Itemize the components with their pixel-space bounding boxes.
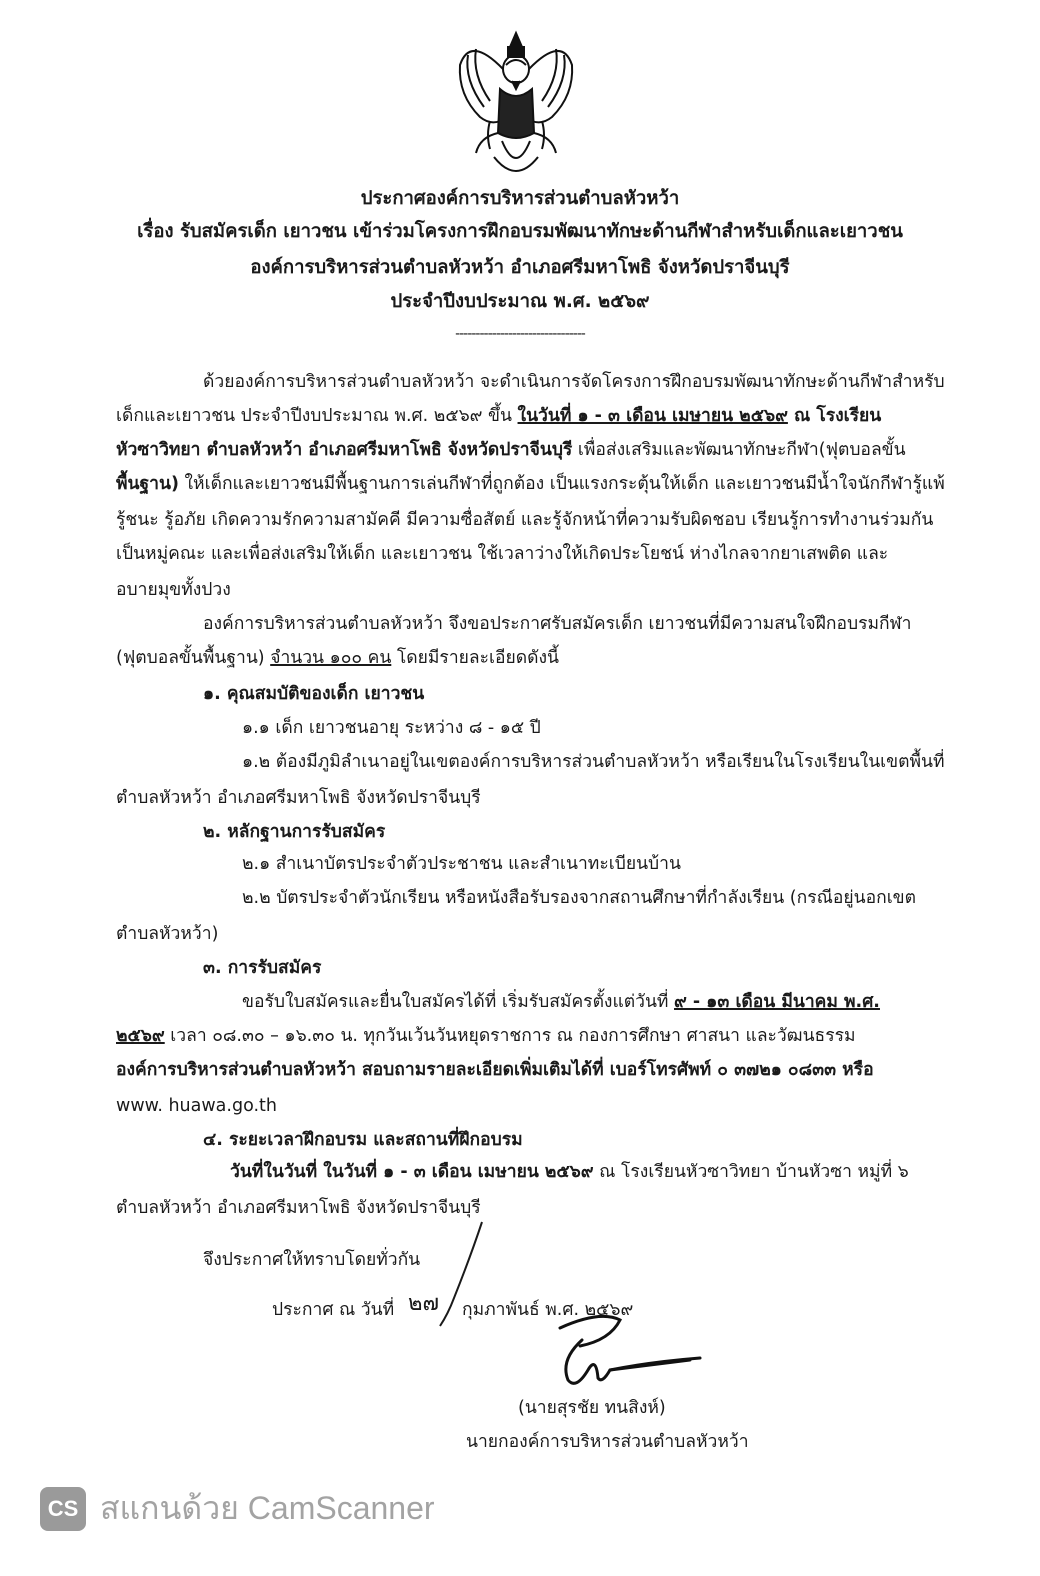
intro-line-1: ด้วยองค์การบริหารส่วนตำบลหัวหว้า จะดำเนินการจัดโครงการฝึกอบรมพัฒนาทักษะด้านกีฬาสำหรับ [203,372,945,392]
section-4-title: ๔. ระยะเวลาฝึกอบรม และสถานที่ฝึกอบรม [203,1130,523,1150]
garuda-emblem [450,25,582,187]
announcement-org: องค์การบริหารส่วนตำบลหัวหว้า อำเภอศรีมหาโพธิ จังหวัดปราจีนบุรี [250,257,790,278]
intro-line-3: หัวซาวิทยา ตำบลหัวหว้า อำเภอศรีมหาโพธิ จังหวัดปราจีนบุรี เพื่อส่งเสริมและพัฒนาทักษะกีฬา(ฟุตบอลขั้น [116,440,906,460]
intro-line-5: รู้ชนะ รู้อภัย เกิดความรักความสามัคคี มีความซื่อสัตย์ และรู้จักหน้าที่ความรับผิดชอบ เรียนรู้การทำงานร่วมกัน [116,510,934,530]
announcement-subject: เรื่อง รับสมัครเด็ก เยาวชน เข้าร่วมโครงการฝึกอบรมพัฒนาทักษะด้านกีฬาสำหรับเด็กและเยาวชน [137,221,903,242]
website-link[interactable]: www. huawa.go.th [116,1096,277,1116]
camscanner-logo: CS [40,1487,86,1531]
section-3-line-1: ขอรับใบสมัครและยื่นใบสมัครได้ที่ เริ่มรับสมัครตั้งแต่วันที่ ๙ - ๑๓ เดือน มีนาคม พ.ศ. [242,992,880,1012]
section-4-line-1: วันที่ในวันที่ ในวันที่ ๑ - ๓ เดือน เมษายน ๒๕๖๙ ณ โรงเรียนหัวซาวิทยา บ้านหัวซา หมู่ที่ ๖ [230,1162,909,1182]
closing-notice: จึงประกาศให้ทราบโดยทั่วกัน [203,1250,421,1270]
section-2-1: ๒.๑ สำเนาบัตรประจำตัวประชาชน และสำเนาทะเบียนบ้าน [242,854,681,874]
section-4-line-2: ตำบลหัวหว้า อำเภอศรีมหาโพธิ จังหวัดปราจีนบุรี [116,1198,481,1218]
fiscal-year: ประจำปีงบประมาณ พ.ศ. ๒๕๖๙ [390,291,650,312]
section-3-line-2: ๒๕๖๙ เวลา ๐๘.๓๐ – ๑๖.๓๐ น. ทุกวันเว้นวันหยุดราชการ ณ กองการศึกษา ศาสนา และวัฒนธรรม [116,1026,856,1046]
participant-count: จำนวน ๑๐๐ คน [270,648,392,668]
divider-rule: -------------------------------- [455,326,585,342]
announce-line-1: องค์การบริหารส่วนตำบลหัวหว้า จึงขอประกาศรับสมัครเด็ก เยาวชนที่มีความสนใจฝึกอบรมกีฬา [203,614,912,634]
announce-line-2: (ฟุตบอลขั้นพื้นฐาน) จำนวน ๑๐๐ คน โดยมีรายละเอียดดังนี้ [116,648,559,668]
section-2-2: ๒.๒ บัตรประจำตัวนักเรียน หรือหนังสือรับรองจากสถานศึกษาที่กำลังเรียน (กรณีอยู่นอกเขต [242,888,917,908]
section-3-title: ๓. การรับสมัคร [203,958,322,978]
date-prefix: ประกาศ ณ วันที่ [272,1300,395,1320]
training-date-highlight: ในวันที่ ๑ - ๓ เดือน เมษายน ๒๕๖๙ [517,406,788,426]
section-1-1: ๑.๑ เด็ก เยาวชนอายุ ระหว่าง ๘ - ๑๕ ปี [242,718,541,738]
section-1-2-cont: ตำบลหัวหว้า อำเภอศรีมหาโพธิ จังหวัดปราจีนบุรี [116,788,481,808]
section-1-title: ๑. คุณสมบัติของเด็ก เยาวชน [203,684,425,704]
signature [540,1300,710,1400]
section-2-title: ๒. หลักฐานการรับสมัคร [203,822,386,842]
camscanner-watermark: สแกนด้วย CamScanner [100,1490,435,1526]
intro-line-2: เด็กและเยาวชน ประจำปีงบประมาณ พ.ศ. ๒๕๖๙ ขึ้น ในวันที่ ๑ - ๓ เดือน เมษายน ๒๕๖๙ ณ โรงเรียน [116,406,882,426]
section-3-line-3: องค์การบริหารส่วนตำบลหัวหว้า สอบถามรายละเอียดเพิ่มเติมได้ที่ เบอร์โทรศัพท์ ๐ ๓๗๒๑ ๐๘๓๓ หรือ [116,1060,874,1080]
announcement-title: ประกาศองค์การบริหารส่วนตำบลหัวหว้า [360,188,680,209]
signer-title: นายกองค์การบริหารส่วนตำบลหัวหว้า [466,1432,749,1452]
section-2-2-cont: ตำบลหัวหว้า) [116,924,219,944]
intro-line-4: พื้นฐาน) ให้เด็กและเยาวชนมีพื้นฐานการเล่นกีฬาที่ถูกต้อง เป็นแรงกระตุ้นให้เด็ก และเยาวชนมีน้ำใจนักกีฬารู้แพ้ [116,474,945,494]
application-date-highlight: ๙ - ๑๓ เดือน มีนาคม พ.ศ. [674,992,880,1012]
intro-line-6: เป็นหมู่คณะ และเพื่อส่งเสริมให้เด็ก และเยาวชน ใช้เวลาว่างให้เกิดประโยชน์ ห่างไกลจากยาเสพติด และ [116,544,889,564]
signer-name: (นายสุรชัย ทนสิงห์) [518,1398,666,1418]
date-month-year: กุมภาพันธ์ พ.ศ. ๒๕๖๙ [462,1300,634,1320]
intro-line-7: อบายมุขทั้งปวง [116,580,231,600]
date-day-handwritten: ๒๗ [408,1291,440,1316]
handwritten-stroke [410,1218,500,1328]
section-1-2: ๑.๒ ต้องมีภูมิลำเนาอยู่ในเขตองค์การบริหารส่วนตำบลหัวหว้า หรือเรียนในโรงเรียนในเขตพื้นที่ [242,752,945,772]
